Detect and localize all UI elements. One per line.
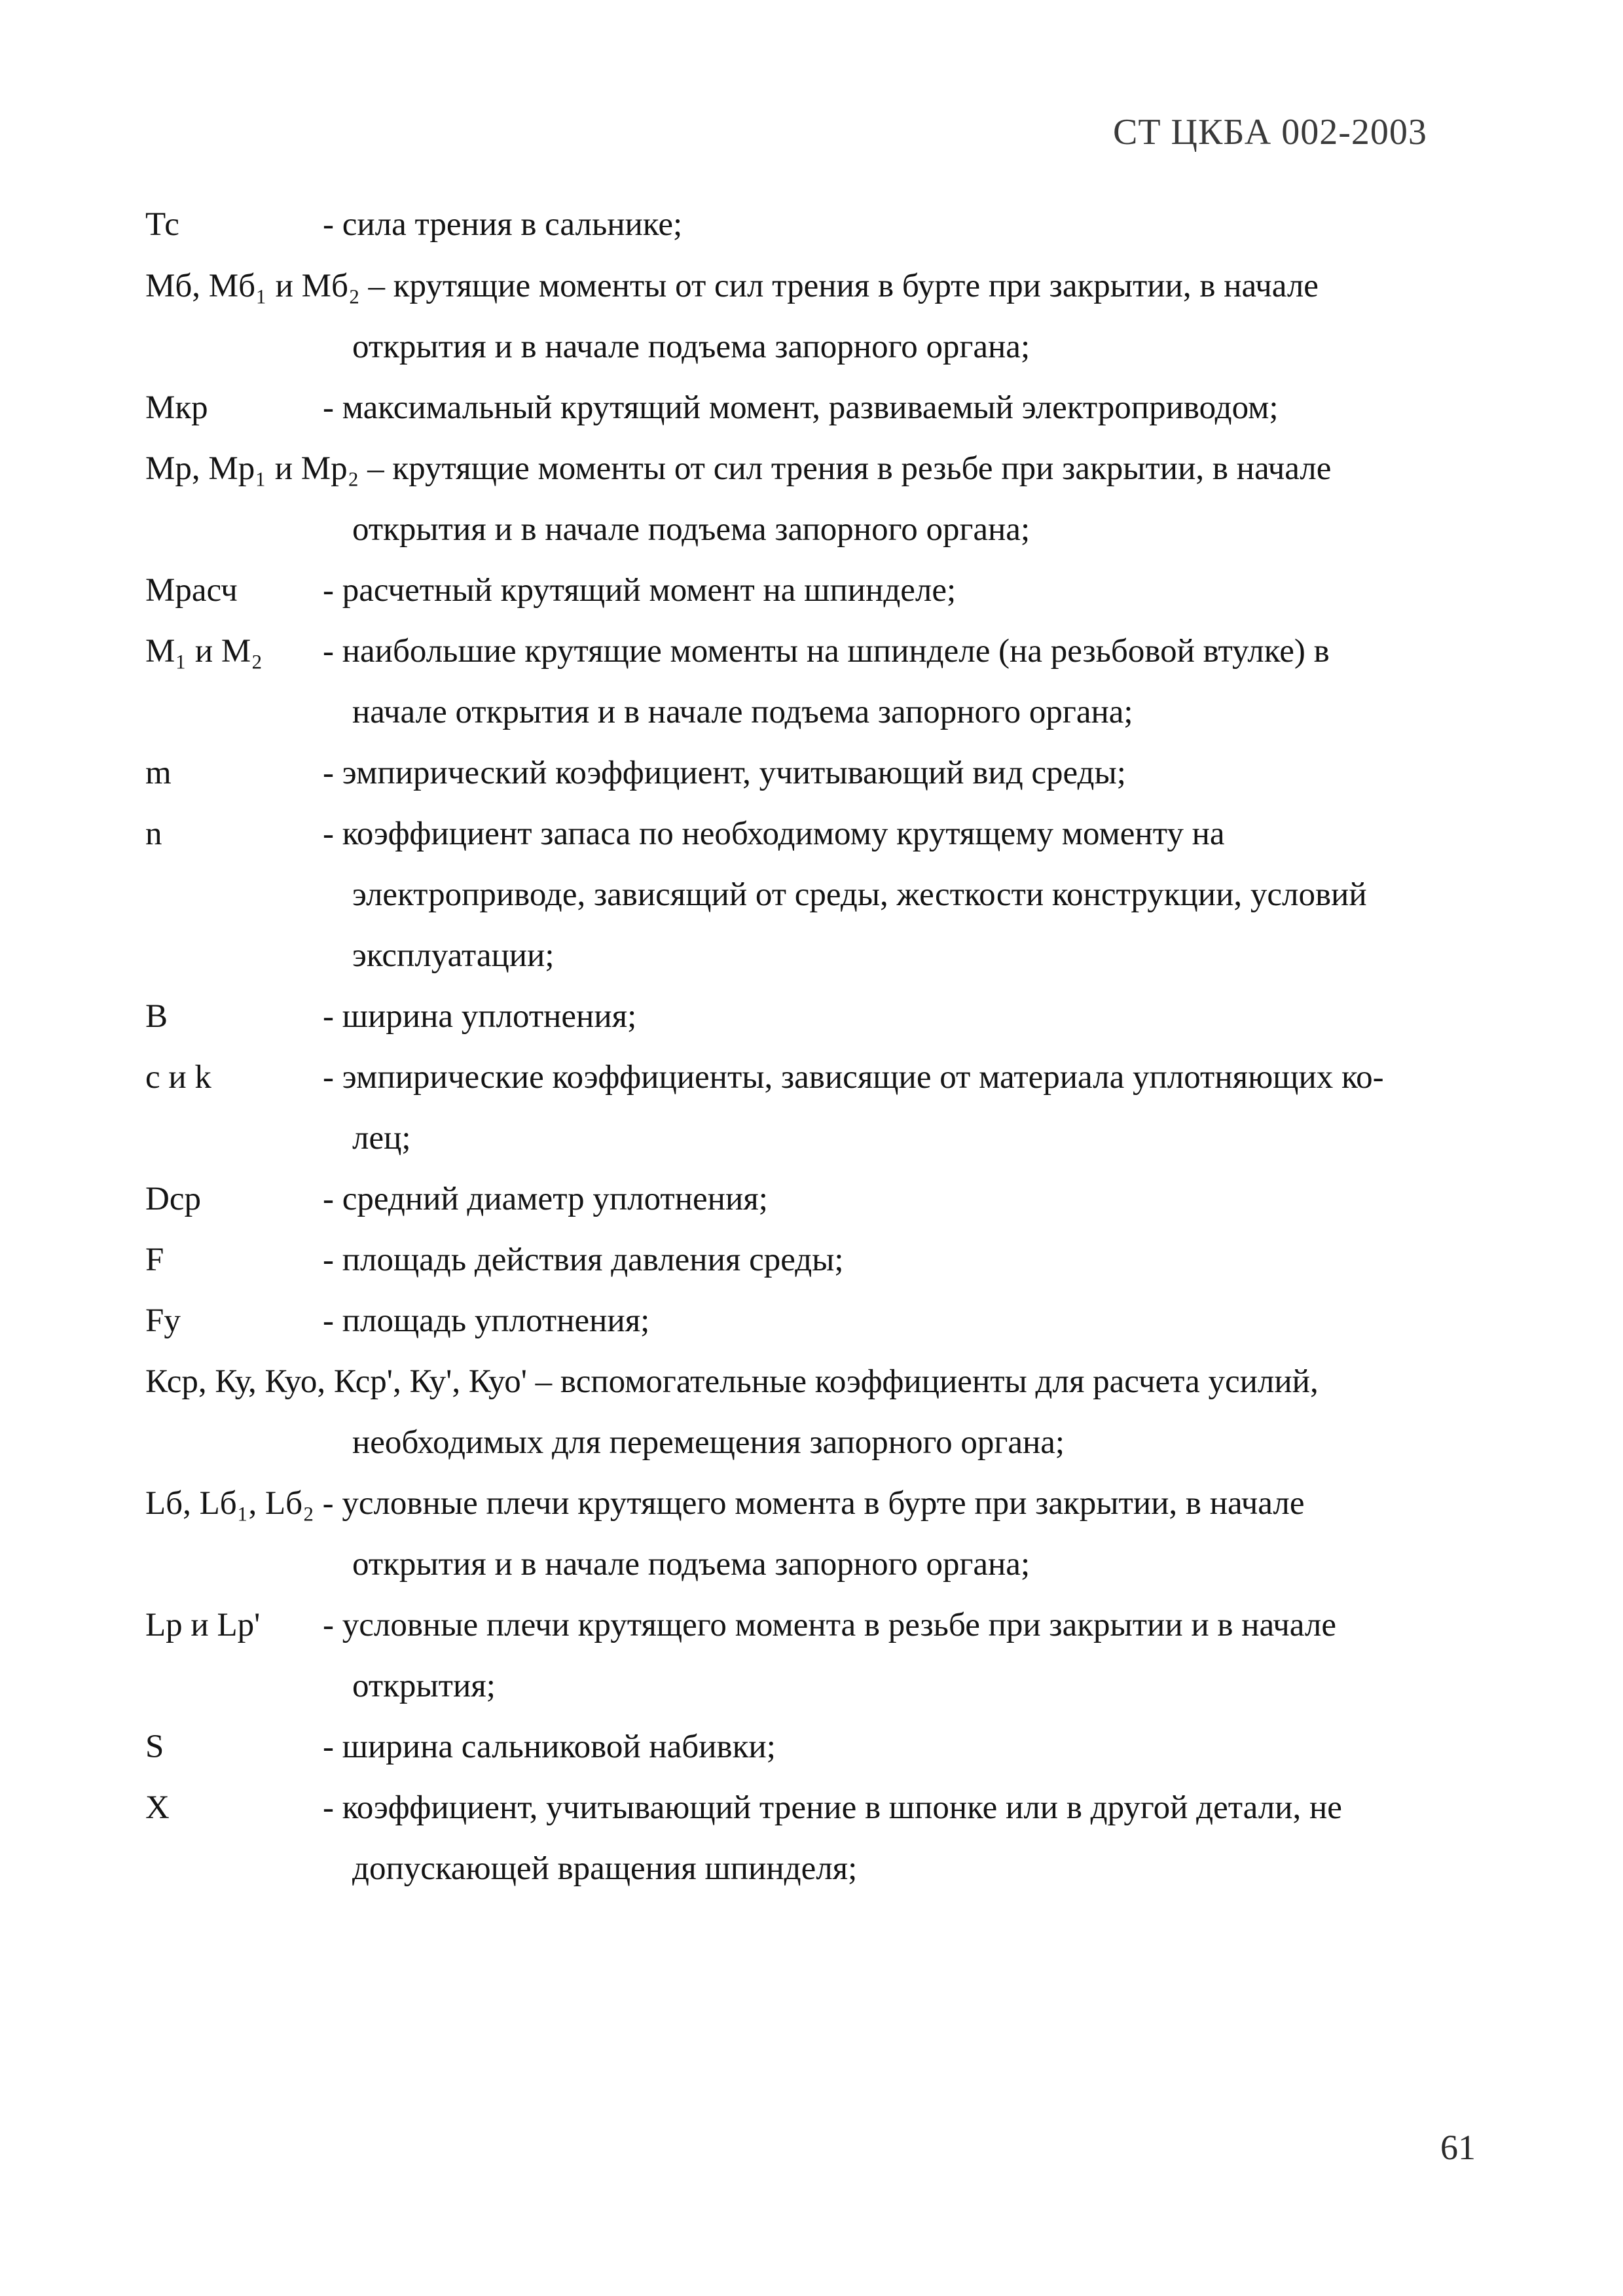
- definition-symbol: F: [145, 1242, 164, 1278]
- definition-text: - максимальный крутящий момент, развиваемый электроприводом;: [323, 389, 1279, 426]
- definition-text: - площадь действия давления среды;: [323, 1242, 844, 1278]
- definition-symbol: m: [145, 755, 172, 791]
- definition-symbol: X: [145, 1789, 170, 1826]
- definition-text: - площадь уплотнения;: [323, 1302, 650, 1339]
- definition-continuation: открытия и в начале подъема запорного органа;: [352, 329, 1030, 365]
- definition-text: - условные плечи крутящего момента в резьбе при закрытии и в начале: [323, 1607, 1336, 1643]
- definition-text: - сила трения в сальнике;: [323, 206, 683, 243]
- document-code: СТ ЦКБА 002-2003: [1113, 112, 1427, 152]
- definition-text: - ширина сальниковой набивки;: [323, 1729, 776, 1765]
- definition-continuation: открытия;: [352, 1668, 496, 1704]
- definition-symbol: Мрасч: [145, 572, 238, 609]
- page-number: 61: [1440, 2128, 1476, 2167]
- definition-continuation: необходимых для перемещения запорного органа;: [352, 1424, 1065, 1461]
- definition-text: Кср, Ку, Куо, Кср', Ку', Куо' – вспомогательные коэффициенты для расчета усилий,: [145, 1363, 1319, 1400]
- definition-text: - ширина уплотнения;: [323, 998, 637, 1035]
- definition-continuation: начале открытия и в начале подъема запорного органа;: [352, 694, 1133, 730]
- definition-symbol: Мкр: [145, 389, 208, 426]
- definition-symbol: n: [145, 816, 162, 852]
- definition-text: Lб, Lб₁, Lб₂ - условные плечи крутящего момента в бурте при закрытии, в начале: [145, 1485, 1305, 1522]
- definition-text: - эмпирические коэффициенты, зависящие от материала уплотняющих ко-: [323, 1059, 1384, 1096]
- definition-text: Мб, Мб₁ и Мб₂ – крутящие моменты от сил трения в бурте при закрытии, в начале: [145, 268, 1319, 304]
- definition-text: Мр, Мр₁ и Мр₂ – крутящие моменты от сил трения в резьбе при закрытии, в начале: [145, 450, 1332, 487]
- definition-text: - наибольшие крутящие моменты на шпинделе (на резьбовой втулке) в: [323, 633, 1330, 670]
- definition-symbol: S: [145, 1729, 164, 1765]
- definition-text: - расчетный крутящий момент на шпинделе;: [323, 572, 957, 609]
- definition-symbol: B: [145, 998, 168, 1035]
- definition-text: - эмпирический коэффициент, учитывающий вид среды;: [323, 755, 1126, 791]
- definition-continuation: допускающей вращения шпинделя;: [352, 1850, 858, 1887]
- definition-text: - средний диаметр уплотнения;: [323, 1181, 768, 1217]
- definition-continuation: эксплуатации;: [352, 937, 555, 974]
- definition-symbol: М₁ и М₂: [145, 633, 263, 670]
- definition-text: - коэффициент, учитывающий трение в шпонке или в другой детали, не: [323, 1789, 1342, 1826]
- definition-symbol: Lр и Lр': [145, 1607, 261, 1643]
- definition-continuation: открытия и в начале подъема запорного органа;: [352, 511, 1030, 548]
- definition-continuation: открытия и в начале подъема запорного органа;: [352, 1546, 1030, 1583]
- definition-symbol: Fу: [145, 1302, 181, 1339]
- definition-continuation: электроприводе, зависящий от среды, жесткости конструкции, условий: [352, 876, 1367, 913]
- definition-symbol: c и k: [145, 1059, 211, 1096]
- definition-symbol: Тс: [145, 206, 179, 243]
- definition-text: - коэффициент запаса по необходимому крутящему моменту на: [323, 816, 1225, 852]
- definition-symbol: Dср: [145, 1181, 201, 1217]
- definition-continuation: лец;: [352, 1120, 411, 1157]
